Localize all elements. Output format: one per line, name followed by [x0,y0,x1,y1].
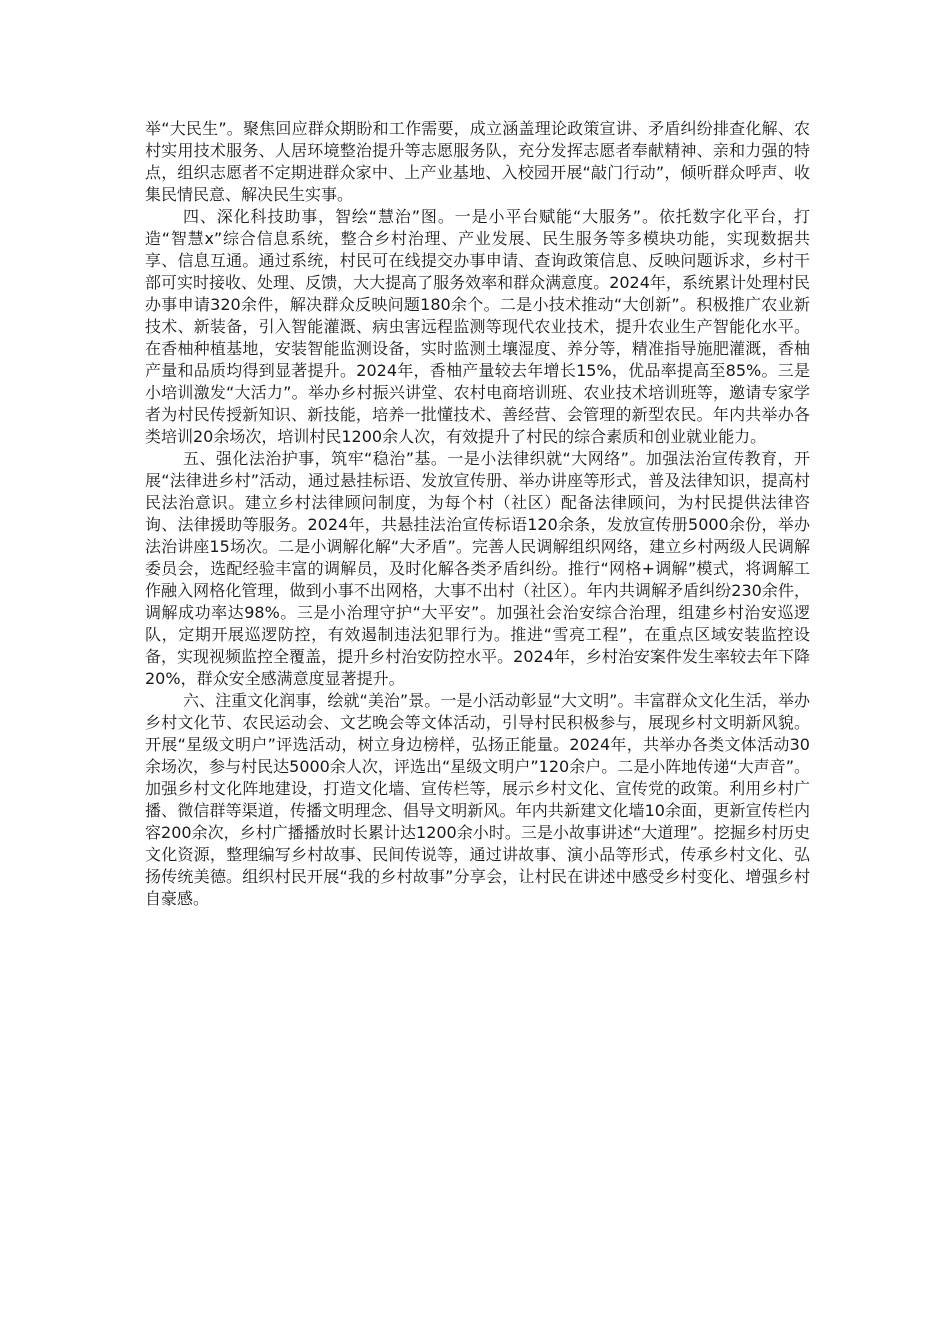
paragraph-section-6: 六、注重文化润事，绘就“美治”景。一是小活动彰显“大文明”。丰富群众文化生活，举办乡村文化节、农民运动会、文艺晚会等文体活动，引导村民积极参与，展现乡村文明新风貌。开展“星级文明户”评选活动，树立身边榜样，弘扬正能量。2024年，共举办各类文体活动30余场次，参与村民达5000余人次，评选出“星级文明户”120余户。二是小阵地传递“大声音”。加强乡村文化阵地建设，打造文化墙、宣传栏等，展示乡村文化、宣传党的政策。利用乡村广播、微信群等渠道，传播文明理念、倡导文明新风。年内共新建文化墙10余面，更新宣传栏内容200余次，乡村广播播放时长累计达1200余小时。三是小故事讲述“大道理”。挖掘乡村历史文化资源，整理编写乡村故事、民间传说等，通过讲故事、演小品等形式，传承乡村文化、弘扬传统美德。组织村民开展“我的乡村故事”分享会，让村民在讲述中感受乡村变化、增强乡村自豪感。 [145,691,810,908]
paragraph-section-5: 五、强化法治护事，筑牢“稳治”基。一是小法律织就“大网络”。加强法治宣传教育，开展“法律进乡村”活动，通过悬挂标语、发放宣传册、举办讲座等形式，普及法律知识，提高村民法治意识。建立乡村法律顾问制度，为每个村（社区）配备法律顾问，为村民提供法律咨询、法律援助等服务。2024年，共悬挂法治宣传标语120余条，发放宣传册5000余份，举办法治讲座15场次。二是小调解化解“大矛盾”。完善人民调解组织网络，建立乡村两级人民调解委员会，选配经验丰富的调解员，及时化解各类矛盾纠纷。推行“网格+调解”模式，将调解工作融入网格化管理，做到小事不出网格，大事不出村（社区）。年内共调解矛盾纠纷230余件，调解成功率达98%。三是小治理守护“大平安”。加强社会治安综合治理，组建乡村治安巡逻队，定期开展巡逻防控，有效遏制违法犯罪行为。推进“雪亮工程”，在重点区域安装监控设备，实现视频监控全覆盖，提升乡村治安防控水平。2024年，乡村治安案件发生率较去年下降20%，群众安全感满意度显著提升。 [145,449,810,688]
paragraph-continuation: 举“大民生”。聚焦回应群众期盼和工作需要，成立涵盖理论政策宣讲、矛盾纠纷排查化解、农村实用技术服务、人居环境整治提升等志愿服务队，充分发挥志愿者奉献精神、亲和力强的特点，组织志愿者不定期进群众家中、上产业基地、入校园开展“敲门行动”，倾听群众呼声、收集民情民意、解决民生实事。 [145,119,810,204]
document-body [145,118,810,910]
paragraph-section-4: 四、深化科技助事，智绘“慧治”图。一是小平台赋能“大服务”。依托数字化平台，打造“智慧x”综合信息系统，整合乡村治理、产业发展、民生服务等多模块功能，实现数据共享、信息互通。通过系统，村民可在线提交办事申请、查询政策信息、反映问题诉求，乡村干部可实时接收、处理、反馈，大大提高了服务效率和群众满意度。2024年，系统累计处理村民办事申请320余件，解决群众反映问题180余个。二是小技术推动“大创新”。积极推广农业新技术、新装备，引入智能灌溉、病虫害远程监测等现代农业技术，提升农业生产智能化水平。在香柚种植基地，安装智能监测设备，实时监测土壤湿度、养分等，精准指导施肥灌溉，香柚产量和品质均得到显著提升。2024年，香柚产量较去年增长15%，优品率提高至85%。三是小培训激发“大活力”。举办乡村振兴讲堂、农村电商培训班、农业技术培训班等，邀请专家学者为村民传授新知识、新技能，培养一批懂技术、善经营、会管理的新型农民。年内共举办各类培训20余场次，培训村民1200余人次，有效提升了村民的综合素质和创业就业能力。 [145,207,810,446]
